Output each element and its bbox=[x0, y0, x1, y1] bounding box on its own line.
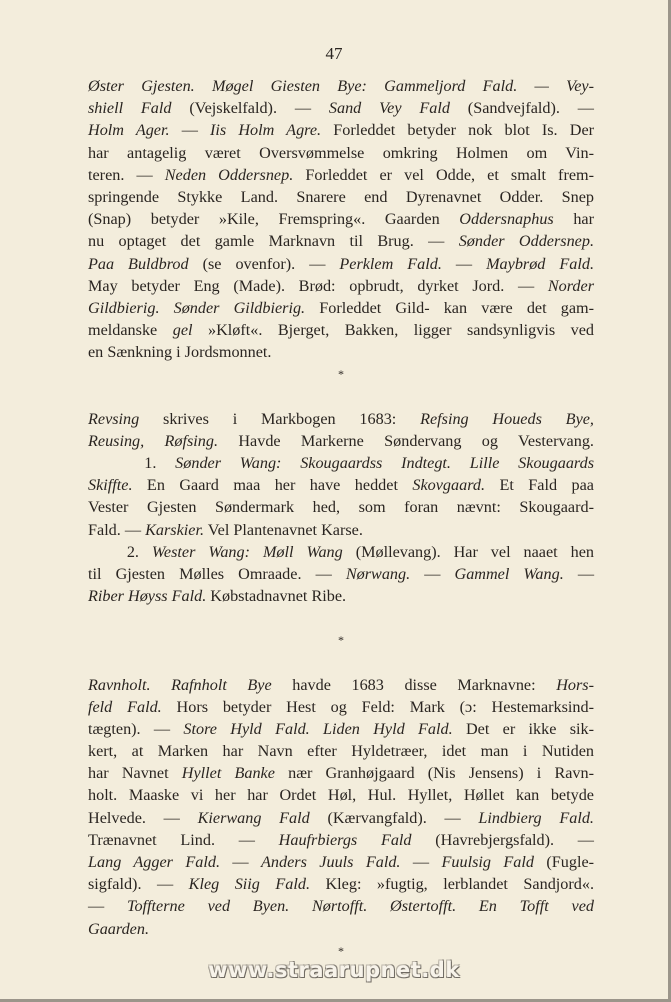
text-line: Helvede. — Kierwang Fald (Kærvangfald). — Lindbierg Fald. bbox=[88, 808, 594, 827]
text-line: Fald. — Karskier. Vel Plantenavnet Karse. bbox=[88, 520, 363, 539]
text-line: May betyder Eng (Made). Brød: opbrudt, dyrket Jord. — Norder bbox=[88, 276, 594, 295]
text-line: Revsing skrives i Markbogen 1683: Refsing Houeds Bye, bbox=[88, 409, 594, 428]
text-line: Skiffte. En Gaard maa her have heddet Skovgaard. Et Fald paa bbox=[88, 476, 594, 495]
text-line: 2. Wester Wang: Møll Wang (Møllevang). Har vel naaet hen bbox=[88, 542, 594, 561]
body-text bbox=[88, 75, 594, 962]
text-line: kert, at Marken har Navn efter Hyldetræer, idet man i Nutiden bbox=[88, 742, 594, 761]
page-number: 47 bbox=[325, 44, 343, 63]
text-line: shiell Fald (Vejskelfald). — Sand Vey Fald (Sandvejfald). — bbox=[88, 99, 594, 118]
text-line: Ravnholt. Rafnholt Bye havde 1683 disse Marknavne: Hors- bbox=[88, 675, 594, 694]
text-line: har Navnet Hyllet Banke nær Granhøjgaard (Nis Jensens) i Ravn- bbox=[88, 764, 595, 783]
text-line: Øster Gjesten. Møgel Giesten Bye: Gammeljord Fald. — Vey- bbox=[88, 77, 594, 95]
text-line: Gildbierig. Sønder Gildbierig. Forleddet Gild- kan være det gam- bbox=[88, 298, 594, 317]
text-line: sigfald). — Kleg Siig Fald. Kleg: »fugtig, lerblandet Sandjord«. bbox=[88, 875, 595, 894]
text-line: en Sænkning i Jordsmonnet. bbox=[88, 343, 272, 362]
watermark: www.straarupnet.dk bbox=[208, 958, 460, 982]
text-line: Holm Ager. — Iis Holm Agre. Forleddet betyder nok blot Is. Der bbox=[88, 121, 595, 140]
text-line: Trænavnet Lind. — Haufrbiergs Fald (Havrebjergsfald). — bbox=[88, 830, 594, 849]
text-line: teren. — Neden Oddersnep. Forleddet er vel Odde, et smalt frem- bbox=[88, 165, 595, 184]
paragraph-gap bbox=[88, 652, 594, 674]
text-line: til Gjesten Mølles Omraade. — Nørwang. — Gammel Wang. — bbox=[88, 564, 595, 583]
text-line: Gaarden. bbox=[88, 919, 149, 938]
text-line: — Toffterne ved Byen. Nørtofft. Østertofft. En Tofft ved bbox=[88, 897, 594, 916]
text-line: Riber Høyss Fald. Købstadnavnet Ribe. bbox=[88, 587, 347, 606]
text-line: Vester Gjesten Søndermark hed, som foran nævnt: Skougaard- bbox=[88, 498, 594, 517]
section-separator: * bbox=[338, 943, 344, 958]
text-line: (Snap) betyder »Kile, Fremspring«. Gaarden Oddersnaphus har bbox=[88, 210, 594, 229]
paragraph-gap bbox=[88, 607, 594, 629]
text-line: har antagelig været Oversvømmelse omkring Holmen om Vin- bbox=[88, 143, 594, 162]
text-line: meldanske gel »Kløft«. Bjerget, Bakken, ligger sandsynligvis ved bbox=[88, 321, 594, 340]
section-separator: * bbox=[338, 367, 344, 382]
section-separator: * bbox=[338, 633, 344, 648]
text-line: 1. Sønder Wang: Skougaardss Indtegt. Lille Skougaards bbox=[88, 454, 594, 472]
text-line: holt. Maaske vi her har Ordet Høl, Hul. Hyllet, Høllet kan betyde bbox=[88, 786, 594, 805]
text-line: Paa Buldbrod (se ovenfor). — Perklem Fald. — Maybrød Fald. bbox=[88, 254, 595, 273]
text-line: springende Stykke Land. Snarere end Dyrenavnet Odder. Snep bbox=[88, 187, 594, 206]
text-line: tægten). — Store Hyld Fald. Liden Hyld Fald. Det er ikke sik- bbox=[88, 719, 594, 738]
text-line: Lang Agger Fald. — Anders Juuls Fald. — Fuulsig Fald (Fugle- bbox=[88, 853, 595, 871]
text-line: nu optaget det gamle Marknavn til Brug. — Sønder Oddersnep. bbox=[88, 232, 594, 251]
paragraph-gap bbox=[88, 386, 594, 408]
text-line: feld Fald. Hors betyder Hest og Feld: Mark (ɔ: Hestemarksind- bbox=[88, 697, 594, 716]
text-line: Reusing, Røfsing. Havde Markerne Søndervang og Vestervang. bbox=[88, 431, 594, 450]
